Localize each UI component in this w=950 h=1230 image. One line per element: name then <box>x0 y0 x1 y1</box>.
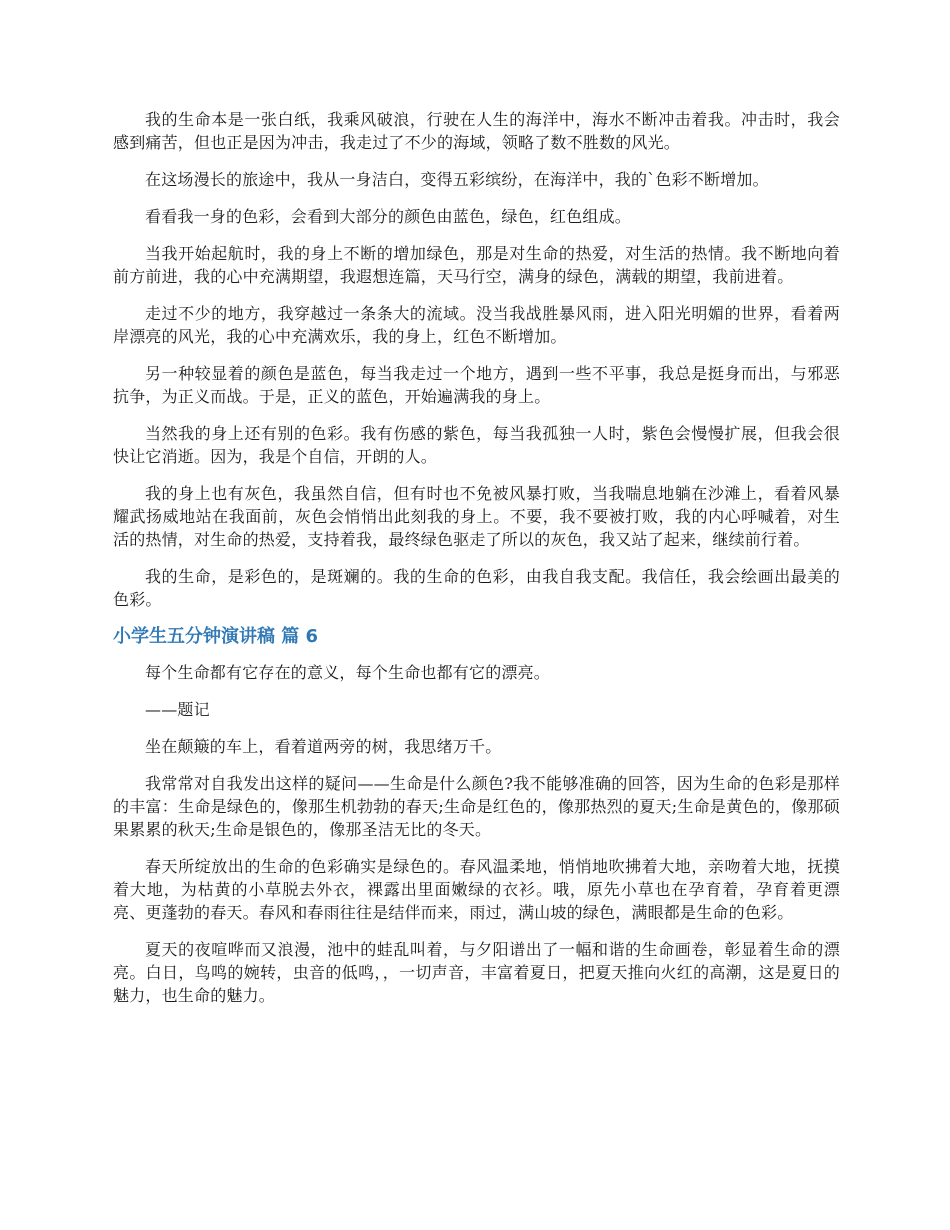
document-page <box>113 108 840 1021</box>
paragraph: 我的生命本是一张白纸，我乘风破浪，行驶在人生的海洋中，海水不断冲击着我。冲击时，我会感到痛苦，但也正是因为冲击，我走过了不少的海域，领略了数不胜数的风光。 <box>113 110 840 152</box>
epigraph-attribution: ——题记 <box>145 700 210 719</box>
paragraph: 夏天的夜喧哗而又浪漫，池中的蛙乱叫着，与夕阳谱出了一幅和谐的生命画卷，彰显着生命的漂亮。白日，鸟鸣的婉转，虫音的低鸣，，一切声音，丰富着夏日，把夏天推向火红的高潮，这是夏日的魅力，也生命的魅力。 <box>113 940 840 1005</box>
paragraph: 春天所绽放出的生命的色彩确实是绿色的。春风温柔地，悄悄地吹拂着大地，亲吻着大地，抚摸着大地，为枯黄的小草脱去外衣，裸露出里面嫩绿的衣衫。哦，原先小草也在孕育着，孕育着更漂亮、更蓬勃的春天。春风和春雨往往是结伴而来，雨过，满山坡的绿色，满眼都是生命的色彩。 <box>113 857 840 922</box>
paragraph: 当然我的身上还有别的色彩。我有伤感的紫色，每当我孤独一人时，紫色会慢慢扩展，但我会很快让它消逝。因为，我是个自信，开朗的人。 <box>113 424 840 466</box>
paragraph: 每个生命都有它存在的意义，每个生命也都有它的漂亮。 <box>145 663 551 682</box>
paragraph: 我常常对自我发出这样的疑问——生命是什么颜色?我不能够准确的回答，因为生命的色彩是那样的丰富：生命是绿色的，像那生机勃勃的春天;生命是红色的，像那热烈的夏天;生命是黄色的，像那硕果累累的秋天;生命是银色的，像那圣洁无比的冬天。 <box>113 774 840 839</box>
section-heading: 小学生五分钟演讲稿 篇 6 <box>113 626 319 647</box>
paragraph: 当我开始起航时，我的身上不断的增加绿色，那是对生命的热爱，对生活的热情。我不断地向着前方前进，我的心中充满期望，我遐想连篇，天马行空，满身的绿色，满载的期望，我前进着。 <box>113 244 840 286</box>
paragraph: 走过不少的地方，我穿越过一条条大的流域。没当我战胜暴风雨，进入阳光明媚的世界，看着两岸漂亮的风光，我的心中充满欢乐，我的身上，红色不断增加。 <box>113 304 840 346</box>
paragraph: 另一种较显着的颜色是蓝色，每当我走过一个地方，遇到一些不平事，我总是挺身而出，与邪恶抗争，为正义而战。于是，正义的蓝色，开始遍满我的身上。 <box>113 364 840 406</box>
paragraph: 我的生命，是彩色的，是斑斓的。我的生命的色彩，由我自我支配。我信任，我会绘画出最美的色彩。 <box>113 567 840 609</box>
paragraph: 在这场漫长的旅途中，我从一身洁白，变得五彩缤纷，在海洋中，我的`色彩不断增加。 <box>145 170 769 189</box>
paragraph: 看看我一身的色彩，会看到大部分的颜色由蓝色，绿色，红色组成。 <box>145 207 632 226</box>
paragraph: 坐在颠簸的车上，看着道两旁的树，我思绪万千。 <box>145 737 502 756</box>
paragraph: 我的身上也有灰色，我虽然自信，但有时也不免被风暴打败，当我喘息地躺在沙滩上，看着风暴耀武扬威地站在我面前，灰色会悄悄出此刻我的身上。不要，我不要被打败，我的内心呼喊着，对生活的热情，对生命的热爱，支持着我，最终绿色驱走了所以的灰色，我又站了起来，继续前行着。 <box>113 484 840 549</box>
